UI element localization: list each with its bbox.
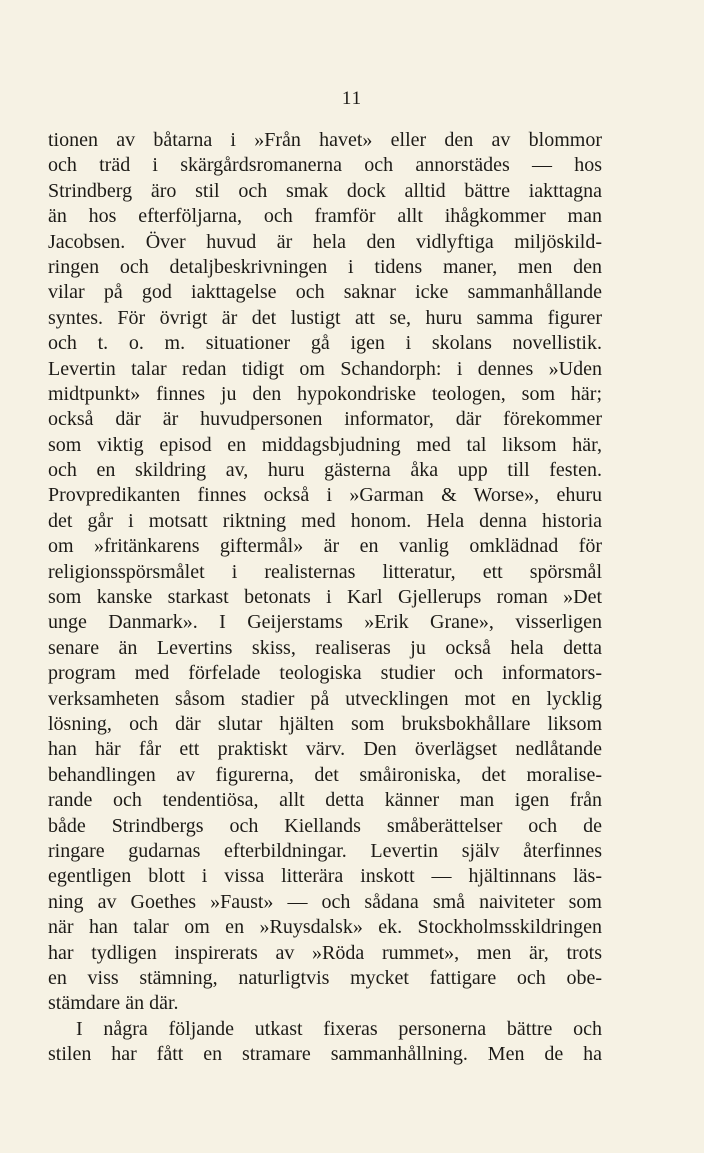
page-number: 11 — [341, 88, 363, 109]
text-line: midtpunkt» finnes ju den hypokondriske teologen, som här; — [48, 382, 602, 405]
text-line: Strindberg äro stil och smak dock alltid bättre iakttagna — [48, 179, 602, 202]
text-line: när han talar om en »Ruysdalsk» ek. Stockholmsskildringen — [48, 916, 602, 939]
text-line: lösning, och där slutar hjälten som bruksbokhållare liksom — [48, 712, 602, 735]
text-line: Levertin talar redan tidigt om Schandorph: i dennes »Uden — [48, 357, 602, 380]
text-line: ringare gudarnas efterbildningar. Levertin själv återfinnes — [48, 839, 602, 862]
text-line: om »fritänkarens giftermål» är en vanlig omklädnad för — [48, 535, 602, 558]
text-line: rande och tendentiösa, allt detta känner man igen från — [48, 789, 602, 812]
text-line: och träd i skärgårdsromanerna och annorstädes — hos — [48, 154, 602, 177]
text-line: ringen och detaljbeskrivningen i tidens maner, men den — [48, 255, 602, 278]
text-line: har tydligen inspirerats av »Röda rummet», men är, trots — [48, 941, 602, 964]
text-line: en viss stämning, naturligtvis mycket fattigare och obe- — [48, 966, 602, 989]
text-line: senare än Levertins skiss, realiseras ju också hela detta — [48, 636, 602, 659]
text-line: unge Danmark». I Geijerstams »Erik Grane», visserligen — [48, 611, 602, 634]
text-line: egentligen blott i vissa litterära inskott — hjältinnans läs- — [48, 865, 602, 888]
text-line: både Strindbergs och Kiellands småberättelser och de — [48, 814, 602, 837]
text-line: stämdare än där. — [48, 992, 179, 1015]
text-line: än hos efterföljarna, och framför allt ihågkommer man — [48, 205, 602, 228]
text-line: det går i motsatt riktning med honom. Hela denna historia — [48, 509, 602, 532]
text-line: stilen har fått en stramare sammanhållning. Men de ha — [48, 1043, 602, 1066]
text-line: Provpredikanten finnes också i »Garman & Worse», ehuru — [48, 484, 602, 507]
text-line: också där är huvudpersonen informator, där förekommer — [48, 408, 602, 431]
text-line: ning av Goethes »Faust» — och sådana små naiviteter som — [48, 890, 602, 913]
text-line: och t. o. m. situationer gå igen i skolans novellistik. — [48, 332, 602, 355]
text-line: program med förfelade teologiska studier och informators- — [48, 662, 602, 685]
text-line: vilar på god iakttagelse och saknar icke sammanhållande — [48, 281, 602, 304]
text-line: och en skildring av, huru gästerna åka upp till festen. — [48, 459, 602, 482]
text-line: I några följande utkast fixeras personerna bättre och — [76, 1017, 602, 1040]
text-line: Jacobsen. Över huvud är hela den vidlyftiga miljöskild- — [48, 230, 602, 253]
text-line: religionsspörsmålet i realisternas litteratur, ett spörsmål — [48, 560, 602, 583]
text-line: tionen av båtarna i »Från havet» eller den av blommor — [48, 129, 602, 151]
text-line: behandlingen av figurerna, det småironiska, det moralise- — [48, 763, 602, 786]
body-text — [48, 128, 602, 1067]
text-line: verksamheten såsom stadier på utvecklingen mot en lycklig — [48, 687, 602, 710]
text-line: han här får ett praktiskt värv. Den överlägset nedlåtande — [48, 738, 602, 761]
text-line: syntes. För övrigt är det lustigt att se, huru samma figurer — [48, 306, 602, 329]
text-line: som viktig episod en middagsbjudning med tal liksom här, — [48, 433, 602, 456]
text-line: som kanske starkast betonats i Karl Gjellerups roman »Det — [48, 586, 602, 609]
